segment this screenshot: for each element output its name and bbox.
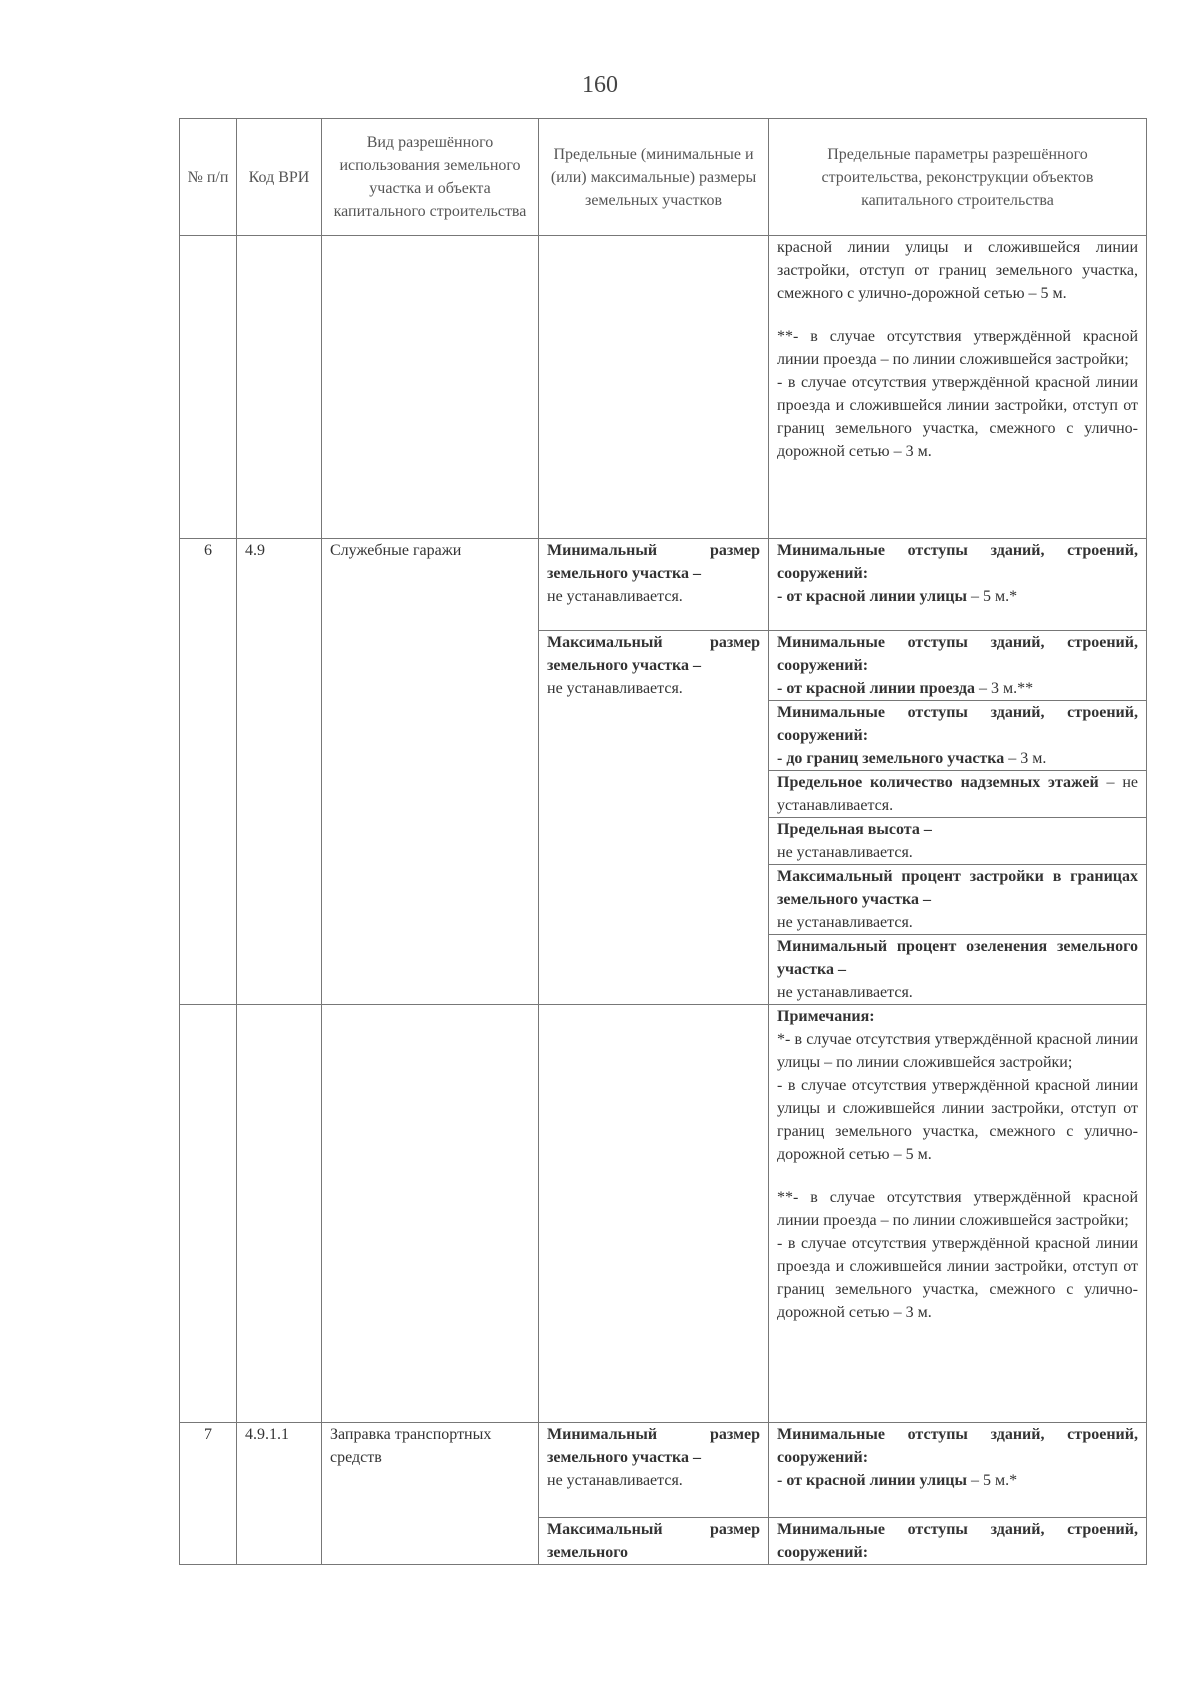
param-tail: – 5 м.* [967,1472,1018,1489]
header-use: Вид разрешённого использования земельного участка и объекта капитального строительства [322,119,539,236]
param-title: Минимальный процент озеленения земельного участка – [777,938,1138,978]
table-row [180,1005,1147,1423]
param-cell [769,818,1147,865]
max-size-label: Максимальный размер земельного [547,1521,760,1561]
param-tail: не устанавливается. [777,914,913,931]
page-number: 160 [582,72,618,98]
param-cell [769,865,1147,935]
note-line: - в случае отсутствия утверждённой красной линии улицы и сложившейся линии застройки, отступ от границ земельного участка, смежного с улично-дорожной сетью – 5 м. [777,1077,1138,1163]
min-size-value: не устанавливается. [547,1472,683,1489]
param-cell [769,935,1147,1005]
notes-title: Примечания: [777,1008,875,1025]
row-use-type: Заправка транспортных средств [322,1423,539,1565]
param-cell [769,631,1147,701]
param-cell [769,1518,1147,1565]
param-value: - от красной линии улицы [777,588,967,605]
param-title: Максимальный процент застройки в границах земельного участка – [777,868,1138,908]
param-tail: – 5 м.* [967,588,1018,605]
notes-cell [769,1005,1147,1423]
continuation-line: **- в случае отсутствия утверждённой красной линии проезда – по линии сложившейся застройки; [777,328,1138,368]
param-value: - от красной линии улицы [777,1472,967,1489]
param-title: Минимальные отступы зданий, строений, сооружений: [777,1521,1138,1561]
param-title: Минимальные отступы зданий, строений, сооружений: [777,1426,1138,1466]
param-value: - до границ земельного участка [777,750,1005,767]
max-size-label: Максимальный размер земельного участка – [547,634,760,674]
table-row-continuation [180,236,1147,539]
param-value: - от красной линии проезда [777,680,975,697]
param-title: Предельная высота – [777,821,932,838]
table-row [180,539,1147,631]
param-cell [769,771,1147,818]
min-size-label: Минимальный размер земельного участка – [547,542,760,582]
param-tail: не устанавливается. [777,844,913,861]
header-num: № п/п [180,119,237,236]
param-tail: – 3 м.** [974,680,1034,697]
header-code: Код ВРИ [237,119,322,236]
min-size-cell [539,1423,769,1518]
param-title: Минимальные отступы зданий, строений, сооружений: [777,542,1138,582]
param-tail: не устанавливается. [777,984,913,1001]
row-code: 4.9 [237,539,322,1005]
min-size-cell [539,539,769,631]
param-tail: – 3 м. [1004,750,1047,767]
param-title: Минимальные отступы зданий, строений, сооружений: [777,704,1138,744]
param-cell [769,1423,1147,1518]
continuation-text [769,236,1147,539]
max-size-cell [539,1518,769,1565]
min-size-label: Минимальный размер земельного участка – [547,1426,760,1466]
note-line: **- в случае отсутствия утверждённой красной линии проезда – по линии сложившейся застройки; [777,1189,1138,1229]
max-size-value: не устанавливается. [547,680,683,697]
row-number: 6 [180,539,237,1005]
header-params: Предельные параметры разрешённого строительства, реконструкции объектов капитального строительства [769,119,1147,236]
continuation-line: - в случае отсутствия утверждённой красной линии проезда и сложившейся линии застройки, отступ от границ земельного участка, смежного с улично-дорожной сетью – 3 м. [777,374,1138,460]
regulations-table [179,118,1147,1565]
continuation-line: красной линии улицы и сложившейся линии застройки, отступ от границ земельного участка, смежного с улично-дорожной сетью – 5 м. [777,239,1138,302]
header-size: Предельные (минимальные и (или) максимальные) размеры земельных участков [539,119,769,236]
max-size-cell [539,631,769,1005]
param-title: Минимальные отступы зданий, строений, сооружений: [777,634,1138,674]
param-cell [769,701,1147,771]
note-line: *- в случае отсутствия утверждённой красной линии улицы – по линии сложившейся застройки; [777,1031,1138,1071]
min-size-value: не устанавливается. [547,588,683,605]
param-title: Предельное количество надземных этажей [777,774,1099,791]
row-code: 4.9.1.1 [237,1423,322,1565]
table-row [180,1423,1147,1518]
param-cell [769,539,1147,631]
table-header-row [180,119,1147,236]
row-use-type: Служебные гаражи [322,539,539,1005]
note-line: - в случае отсутствия утверждённой красной линии проезда и сложившейся линии застройки, отступ от границ земельного участка, смежного с улично-дорожной сетью – 3 м. [777,1235,1138,1321]
param-tail: – не устанавливается. [777,774,1138,814]
row-number: 7 [180,1423,237,1565]
